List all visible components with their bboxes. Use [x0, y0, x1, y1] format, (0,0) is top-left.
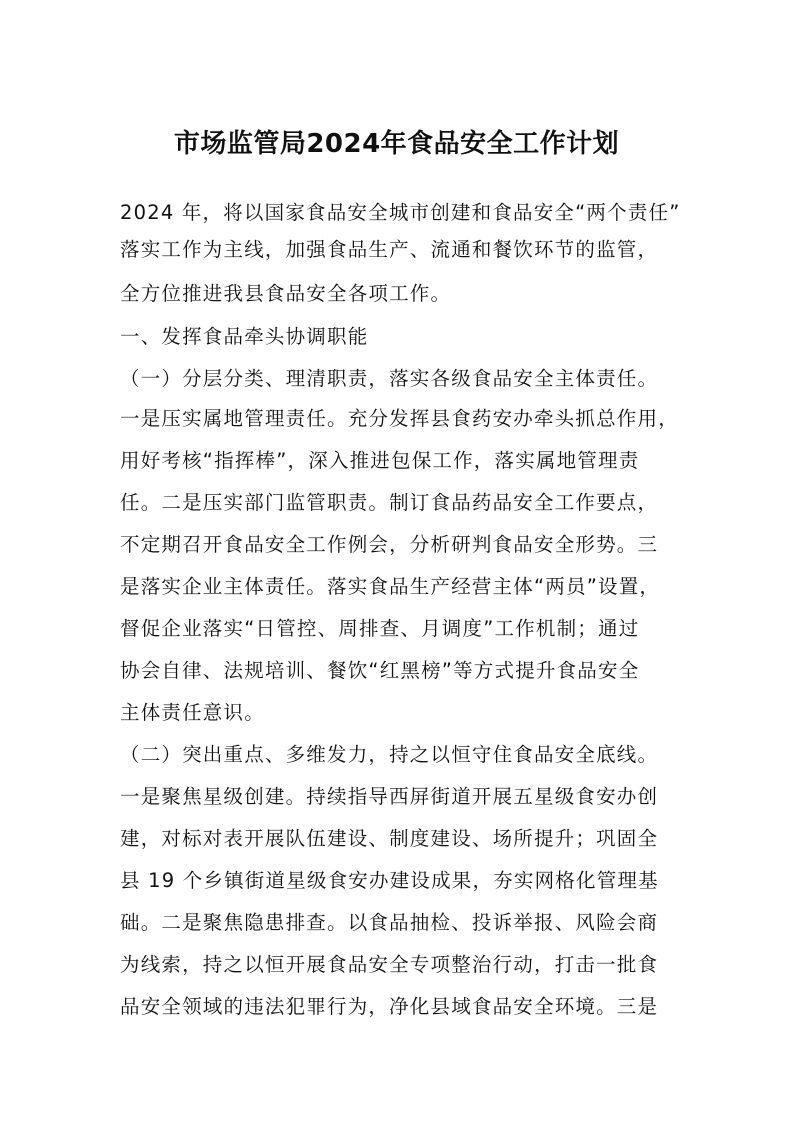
paragraph-line: 建，对标对表开展队伍建设、制度建设、场所提升；巩固全 [120, 827, 659, 850]
subsection-heading: （一）分层分类、理清职责，落实各级食品安全主体责任。 [120, 367, 659, 390]
document-title: 市场监管局2024年食品安全工作计划 [173, 129, 620, 159]
paragraph-line: 2024 年，将以国家食品安全城市创建和食品安全“两个责任” [120, 201, 681, 224]
paragraph-line: 主体责任意识。 [120, 701, 265, 724]
paragraph-line: 品安全领域的违法犯罪行为，净化县域食品安全环境。三是 [120, 995, 659, 1018]
paragraph-line: 县 19 个乡镇街道星级食安办建设成果，夯实网格化管理基 [120, 869, 659, 892]
paragraph-line: 是落实企业主体责任。落实食品生产经营主体“两员”设置， [120, 575, 661, 598]
paragraph-line: 落实工作为主线，加强食品生产、流通和餐饮环节的监管， [120, 238, 659, 261]
paragraph-line: 为线索，持之以恒开展食品安全专项整治行动，打击一批食 [120, 953, 659, 976]
paragraph-line: 一是聚焦星级创建。持续指导西屏街道开展五星级食安办创 [120, 785, 659, 808]
paragraph-line: 任。二是压实部门监管职责。制订食品药品安全工作要点， [120, 491, 659, 514]
paragraph-line: 不定期召开食品安全工作例会，分析研判食品安全形势。三 [120, 533, 659, 556]
paragraph-line: 全方位推进我县食品安全各项工作。 [120, 282, 452, 305]
paragraph-line: 用好考核“指挥棒”，深入推进包保工作，落实属地管理责 [120, 449, 640, 472]
paragraph-line: 一是压实属地管理责任。充分发挥县食药安办牵头抓总作用， [120, 407, 679, 430]
paragraph-line: 础。二是聚焦隐患排查。以食品抽检、投诉举报、风险会商 [120, 911, 659, 934]
section-heading: 一、发挥食品牵头协调职能 [120, 325, 369, 348]
paragraph-line: 协会自律、法规培训、餐饮“红黑榜”等方式提升食品安全 [120, 659, 640, 682]
paragraph-line: 督促企业落实“日管控、周排查、月调度”工作机制；通过 [120, 617, 640, 640]
subsection-heading: （二）突出重点、多维发力，持之以恒守住食品安全底线。 [120, 743, 659, 766]
